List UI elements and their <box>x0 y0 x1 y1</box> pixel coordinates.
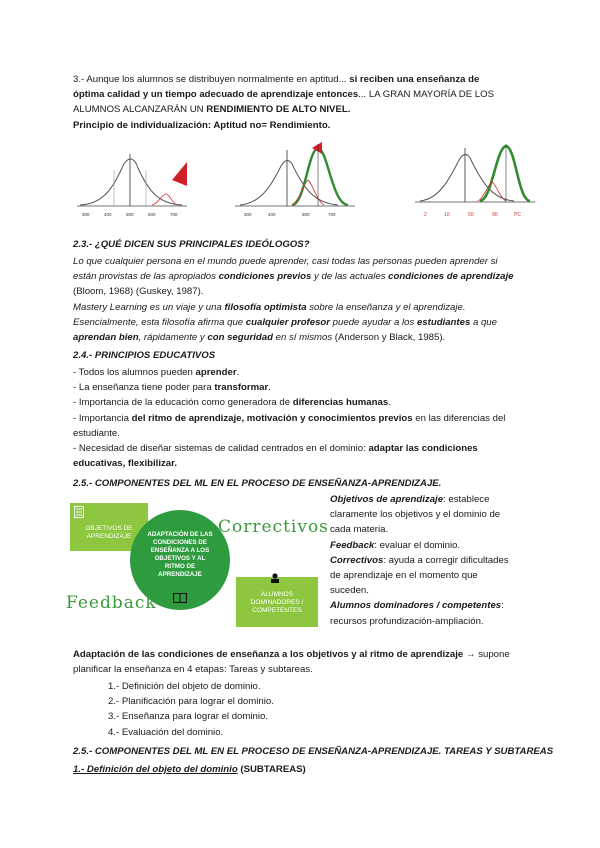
intro-text: ALUMNOS ALCANZARÁN UN <box>73 104 207 116</box>
text-span: . <box>268 382 271 394</box>
text-bold: condiciones de aprendizaje <box>388 271 514 283</box>
text-bold: Adaptación de las condiciones de enseñanza a los objetivos y al ritmo de aprendizaje <box>73 649 464 660</box>
definition-text: : evaluar el dominio. <box>374 539 461 551</box>
text-span: - Todos los alumnos pueden <box>73 367 196 378</box>
list-item <box>73 365 528 380</box>
distribution-graph-2 <box>230 140 360 222</box>
list-item-continuation: educativas, flexibilizar. <box>73 458 177 470</box>
intro-text: ... LA GRAN MAYORÍA DE LOS <box>358 89 494 101</box>
checklist-icon <box>74 506 84 518</box>
definition-term: Objetivos de aprendizaje <box>330 494 444 505</box>
text-bold: cualquier profesor <box>245 316 331 328</box>
definition-text: suceden. <box>330 585 369 597</box>
list-item <box>73 441 528 456</box>
subtask-suffix: (SUBTAREAS) <box>237 764 306 775</box>
adaptation-circle-label: ADAPTACIÓN DE LAS CONDICIONES DE ENSEÑANZA A LOS OBJETIVOS Y AL RITMO DE APRENDIZAJE <box>147 531 213 578</box>
text-span: → supone <box>463 649 510 660</box>
definition-text: : ayuda a corregir dificultades <box>383 554 509 566</box>
person-icon <box>270 573 280 583</box>
tick-label: PC <box>514 212 521 218</box>
section-heading-2-3: 2.3.- ¿QUÉ DICEN SUS PRINCIPALES IDEÓLOGOS? <box>73 239 310 250</box>
text-line: planificar la enseñanza en 4 etapas: Tareas y subtareas. <box>73 664 313 676</box>
intro-paragraph <box>73 72 528 133</box>
definition-text: recursos profundización-ampliación. <box>330 615 484 627</box>
text-span: y de las actuales <box>311 271 389 283</box>
text-span: - Importancia <box>73 412 132 424</box>
tick-label: 2 <box>424 212 427 218</box>
definition-text: : establece <box>443 494 490 505</box>
distribution-graph-3 <box>410 140 540 222</box>
list-item <box>73 380 528 395</box>
text-bold: del ritmo de aprendizaje, motivación y conocimientos previos <box>131 412 413 424</box>
tick-label: 400 <box>104 212 112 217</box>
section-heading-2-5: 2.5.- COMPONENTES DEL ML EN EL PROCESO DE ENSEÑANZA-APRENDIZAJE. <box>73 478 442 489</box>
step-item: 3.- Enseñanza para lograr el dominio. <box>108 711 268 723</box>
components-definitions <box>330 492 528 629</box>
subtask-heading <box>73 762 306 777</box>
intro-bold: óptima calidad y un tiempo adecuado de aprendizaje entonces <box>73 89 359 101</box>
text-span: - Importancia de la educación como generadora de <box>73 397 293 409</box>
step-item: 1.- Definición del objeto de dominio. <box>108 681 261 692</box>
text-span: en las diferencias del <box>412 412 506 424</box>
principle-line: Principio de individualización: Aptitud no= Rendimiento. <box>73 119 331 131</box>
feedback-label: Feedback <box>66 593 157 613</box>
text-span: en sí mismos <box>272 332 335 344</box>
tick-label: 90 <box>492 212 498 218</box>
intro-text: 3.- Aunque los alumnos se distribuyen normalmente en aptitud... <box>73 74 350 85</box>
text-bold: con seguridad <box>207 332 273 344</box>
definition-text: claramente los objetivos y el dominio de <box>330 509 501 521</box>
definition-text: : <box>501 600 504 612</box>
text-bold: aprendan bien <box>73 332 139 344</box>
text-bold: estudiantes <box>416 316 471 328</box>
text-bold: filosofía optimista <box>224 301 307 313</box>
book-icon <box>173 593 187 603</box>
tick-label: 300 <box>244 212 252 217</box>
tick-label: 600 <box>148 212 156 217</box>
text-line: Lo que cualquier persona en el mundo puede aprender, casi todas las personas pueden aprender si <box>73 256 498 267</box>
objectives-box-label: OBJETIVOS DE APRENDIZAJE <box>85 525 133 540</box>
text-bold: condiciones previos <box>218 271 312 283</box>
alumnos-box <box>236 577 318 627</box>
alumnos-box-label: ALUMNOS DOMINADORES / COMPETENTES <box>250 591 304 614</box>
text-bold: transformar <box>214 382 269 394</box>
text-span: - Necesidad de diseñar sistemas de calidad centrados en el dominio: <box>73 443 369 455</box>
definition-term: Alumnos dominadores / competentes <box>330 600 502 612</box>
principles-list <box>73 365 528 471</box>
text-span: . <box>236 367 240 378</box>
section-2-3-text <box>73 254 528 345</box>
intro-bold: RENDIMIENTO DE ALTO NIVEL. <box>206 104 351 116</box>
definition-term: Feedback <box>330 539 375 551</box>
text-span: . <box>388 397 391 409</box>
step-item: 4.- Evaluación del dominio. <box>108 726 224 738</box>
adaptation-paragraph <box>73 647 528 677</box>
citation: (Anderson y Black, 1985). <box>334 332 446 344</box>
tick-label: 10 <box>444 212 450 218</box>
text-span: Mastery Learning es un viaje y una <box>73 301 225 313</box>
text-bold: diferencias humanas <box>292 397 389 409</box>
text-bold: aprender <box>195 367 237 378</box>
distribution-graph-1 <box>72 150 192 222</box>
correctivos-label: Correctivos <box>218 517 329 537</box>
definition-text: cada materia. <box>330 524 389 536</box>
tick-label: 300 <box>82 212 90 217</box>
step-item: 2.- Planificación para lograr el dominio. <box>108 696 274 708</box>
text-span: , rápidamente y <box>138 332 208 344</box>
tick-label: 500 <box>126 212 134 217</box>
section-heading-2-4: 2.4.- PRINCIPIOS EDUCATIVOS <box>73 350 216 361</box>
text-span: sobre la enseñanza y el aprendizaje. <box>306 301 466 313</box>
text-span: a que <box>470 316 497 328</box>
text-span: puede ayudar a los <box>330 316 417 328</box>
list-item <box>73 411 528 426</box>
text-span: Esencialmente, esta filosofía afirma que <box>73 316 246 328</box>
subtask-title: 1.- Definición del objeto del dominio <box>73 764 238 775</box>
citation: (Bloom, 1968) (Guskey, 1987). <box>73 286 204 298</box>
list-item-continuation: estudiante. <box>73 427 120 439</box>
list-item <box>73 395 528 410</box>
tick-label: 400 <box>268 212 276 217</box>
tick-label: 700 <box>328 212 336 217</box>
tick-label: 600 <box>302 212 310 217</box>
ml-components-diagram <box>66 495 330 635</box>
text-bold: adaptar las condiciones <box>368 443 478 455</box>
definition-term: Correctivos <box>330 554 384 566</box>
intro-bold: si reciben una enseñanza de <box>349 74 480 85</box>
steps-list <box>108 679 274 740</box>
section-heading-tareas: 2.5.- COMPONENTES DEL ML EN EL PROCESO DE ENSEÑANZA-APRENDIZAJE. TAREAS Y SUBTAREAS <box>73 746 554 757</box>
text-span: - La enseñanza tiene poder para <box>73 382 215 394</box>
text-span: están provistas de las apropiados <box>73 271 219 283</box>
tick-label: 50 <box>468 212 474 218</box>
tick-label: 700 <box>170 212 178 217</box>
definition-text: de aprendizaje en el momento que <box>330 570 478 582</box>
